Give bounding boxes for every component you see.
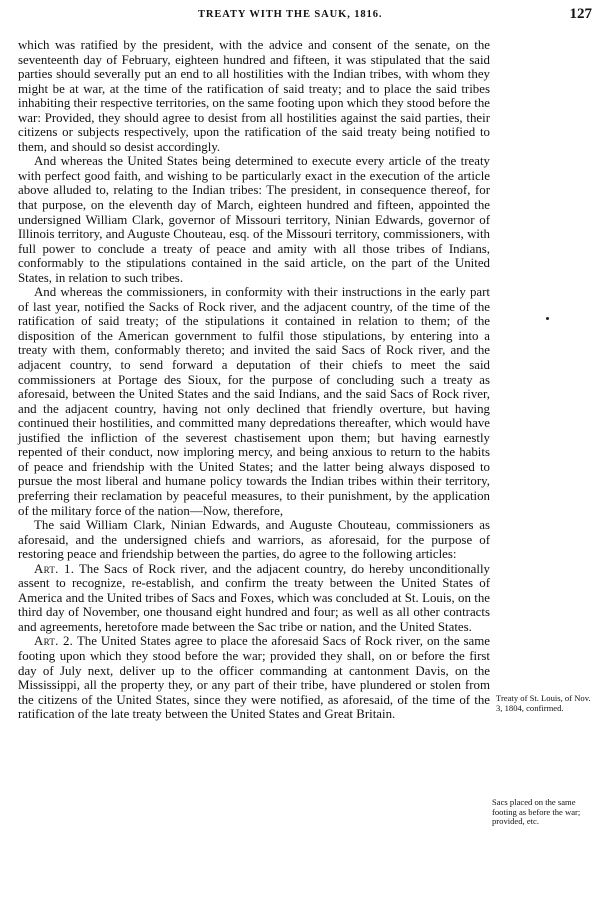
margin-note-treaty-confirmed: Treaty of St. Louis, of Nov. 3, 1804, confirmed. (496, 693, 591, 713)
print-speck (546, 317, 549, 320)
article-1-label: Art. 1. (34, 561, 75, 576)
running-head (0, 6, 600, 26)
article-2 (18, 634, 490, 721)
treaty-body-text (18, 38, 490, 722)
margin-note-sacs-footing: Sacs placed on the same footing as before the war; provided, etc. (492, 797, 581, 827)
article-2-label: Art. 2. (34, 634, 74, 649)
paragraph-ratification: which was ratified by the president, with the advice and consent of the senate, on the seventeenth day of February, eighteen hundred and fifteen, it was stipulated that the said parties should severally put an end to all hostilities with the Indian tribes, with whom they might be at war, at the time of the ratification of said treaty; and to place the said tribes inhabiting their respective territories, on the same footing upon which they stood before the war: Provided, they should agree to desist from all hostilities against the said parties, their citizens or subjects respectively, upon the ratification of the said treaty being notified to them, and should so desist accordingly. (18, 38, 490, 154)
paragraph-commissioners: And whereas the United States being determined to execute every article of the treaty with perfect good faith, and wishing to be particularly exact in the execution of the article above alluded to, relating to the Indian tribes: The president, in consequence thereof, for that purpose, on the eleventh day of March, eighteen hundred and fifteen, appointed the undersigned William Clark, governor of Missouri territory, Ninian Edwards, governor of Illinois territory, and Auguste Chouteau, esq. of the Missouri territory, commissioners, with full power to conclude a treaty of peace and amity with all those tribes of Indians, conformably to the stipulations contained in the said article, on the part of the United States, in relation to such tribes. (18, 154, 490, 285)
running-title: TREATY WITH THE SAUK, 1816. (198, 9, 383, 20)
article-1 (18, 562, 490, 635)
paragraph-instructions: And whereas the commissioners, in conformity with their instructions in the early part of last year, notified the Sacks of Rock river, and the adjacent country, of the time of the ratification of said treaty; of the stipulations it contained in relation to them; of the disposition of the American government to fulfil those stipulations, by entering into a treaty with them, conformably thereto; and invited the said Sacs of Rock river, and the adjacent country, to send forward a deputation of their chiefs to meet the said commissioners at Portage des Sioux, for the purpose of concluding such a treaty as aforesaid, between the United States and the said Indians, and the said Sacs of Rock river, and the adjacent country, having not only declined that friendly overture, but having continued their hostilities, and committed many depredations thereafter, which would have justified the infliction of the severest chastisement upon them; but having earnestly repented of their conduct, now imploring mercy, and being anxious to return to the habits of peace and friendship with the United States; and the latter being always disposed to pursue the most liberal and humane policy towards the Indian tribes within their territory, preferring their reclamation by peaceful measures, to their punishment, by the application of the military force of the nation—Now, therefore, (18, 285, 490, 518)
article-2-text: The United States agree to place the aforesaid Sacs of Rock river, on the same footing upon which they stood before the war; provided they shall, on or before the first day of July next, deliver up to the officer commanding at cantonment Davis, on the Mississippi, all the property they, or any part of their tribe, have plundered or stolen from the citizens of the United States, since they were notified, as aforesaid, of the time of the ratification of the late treaty between the United States and Great Britain. (18, 634, 490, 722)
paragraph-agreement: The said William Clark, Ninian Edwards, and Auguste Chouteau, commissioners as aforesaid, and the undersigned chiefs and warriors, as aforesaid, for the purpose of restoring peace and friendship between the parties, do agree to the following articles: (18, 518, 490, 562)
article-1-text: The Sacs of Rock river, and the adjacent country, do hereby unconditionally assent to recognize, re-establish, and confirm the treaty between the United States of America and the United tribes of Sacs and Foxes, which was concluded at St. Louis, on the third day of November, one thousand eight hundred and four; as well as all other contracts and agreements, heretofore made between the Sac tribe or nation, and the United States. (18, 561, 490, 634)
page-number: 127 (569, 6, 592, 22)
